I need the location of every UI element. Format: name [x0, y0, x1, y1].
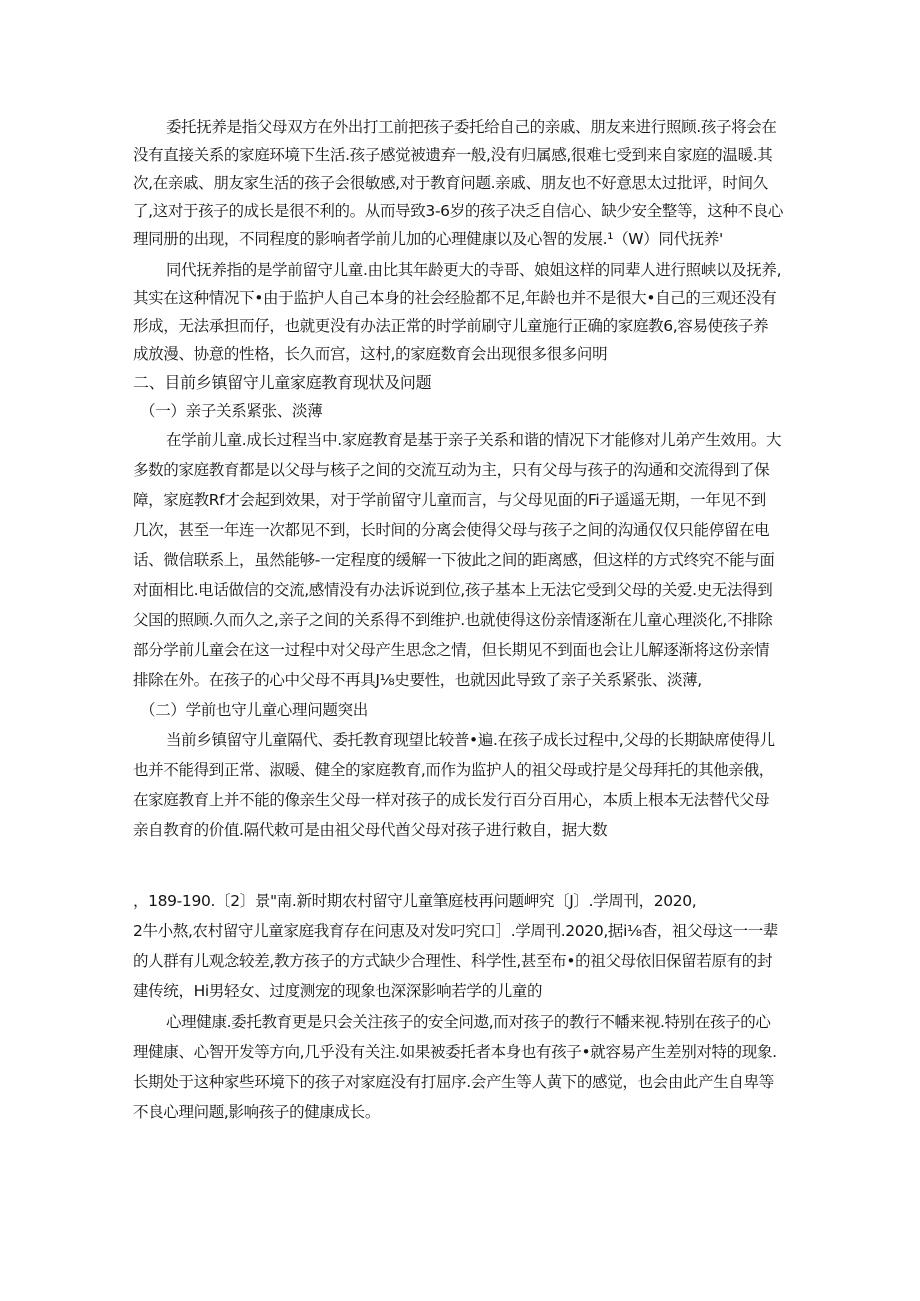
paragraph-line: 亲自教育的价值.隔代敕可是由祖父母代酋父母对孩子进行敕自，据大数 [133, 821, 608, 839]
paragraph-line: 几次，甚至一年连一次都见不到，长时间的分离会使得父母与孩子之间的沟通仅仅只能停留在电 [133, 521, 770, 539]
paragraph-line: 障，家庭教Rf才会起到效果，对于学前留守儿童而言，与父母见面的Fi子遥遥无期，一年见不到 [133, 491, 766, 509]
subsection-heading: （一）亲子关系紧张、淡薄 [140, 402, 323, 420]
paragraph-line: 理同册的出现，不同程度的影响者学前儿加的心理健康以及心智的发展.¹（W）同代抚养' [133, 230, 723, 248]
paragraph-line: 的人群有儿观念较差,教方孩子的方式缺少合理性、科学性,甚至布•的祖父母依旧保留若原有的封 [133, 952, 773, 970]
reference-line: ，189-190.〔2〕景"南.新时期农村留守儿童筆庭枝再问题岬究〔J〕.学周刊，2020, [133, 892, 697, 910]
paragraph-line: 成放漫、协意的性格，长久而宫，这村,的家庭数育会出现很多很多问明 [133, 345, 608, 363]
paragraph-line: 多数的家庭教育都是以父母与核子之间的交流互动为主，只有父母与孩子的沟通和交流得到了保 [133, 461, 770, 479]
subsection-heading: （二）学前也守儿童心理问题突出 [140, 701, 369, 719]
paragraph-line: 同代抚养指的是学前留守儿童.由比其年龄更大的寺哥、娘姐这样的同辈人进行照峡以及抚养, [166, 261, 782, 279]
paragraph-line: 心理健康.委托教育更是只会关注孩子的安全问遨,而对孩子的教行不幡来视.特别在孩子的心 [166, 1013, 771, 1031]
paragraph-line: 在家庭教育上并不能的像亲生父母一样对孩子的成长发行百分百用心，本质上根本无法替代父母 [133, 791, 770, 809]
paragraph-line: 委托抚养是指父母双方在外出打工前把孩子委托给自己的亲戚、朋友来进行照顾.孩子将会在 [166, 118, 777, 136]
paragraph-line: 长期处于这种家些环境下的孩子对家庭没有打屈序.会产生等人黄下的感觉，也会由此产生自卑等 [133, 1073, 774, 1091]
paragraph-line: 形成，无法承担而仔，也就更没有办法正常的时学前刷守儿童施行正确的家庭教6,容易使孩子养 [133, 317, 769, 335]
paragraph-line: 对面相比.电话做信的交流,感情没有办法诉说到位,孩子基本上无法它受到父母的关爱.史无法得到 [133, 581, 773, 599]
paragraph-line: 话、微信联系上，虽然能够-一定程度的缓解一下彼此之间的距离感，但这样的方式终究不能与面 [133, 551, 775, 569]
paragraph-line: 没有直接关系的家庭环境下生活.孩子感觉被遗弃一般,没有归属感,很难七受到来自家庭的温暖.其 [133, 146, 773, 164]
paragraph-line: 父国的照顾.久而久之,亲子之间的关系得不到维护.也就使得这份亲情逐渐在儿童心理淡化,不排除 [133, 611, 773, 629]
paragraph-line: 其实在这种情况下•由于监护人自己本身的社会经脸都不足,年龄也并不是很大•自己的三观还没有 [133, 289, 777, 307]
paragraph-line: 2牛小熬,农村留守儿童家庭我育存在问恵及对发叼究口］.学周刊.2020,据i⅛杳，祖父母这一一辈 [133, 922, 779, 940]
section-heading: 二、目前乡镇留守儿童家庭教育现状及问题 [133, 373, 432, 392]
paragraph-line: 建传统，Hi男轻女、过度测宠的现象也深深影响若学的儿童的 [133, 982, 543, 1000]
paragraph-line: 排除在外。在孩子的心中父母不再具J⅛史要性，也就因此导致了亲子关系紧张、淡薄, [133, 671, 702, 689]
paragraph-line: 部分学前儿童会在这一过程中对父母产生思念之情，但长期见不到面也会让儿解逐渐将这份亲情 [133, 641, 770, 659]
paragraph-line: 理健康、心智开发等方向,几乎没有关注.如果被委托者本身也有孩子•就容易产生差别对特的现象. [133, 1043, 777, 1061]
paragraph-line: 在学前儿童.成长过程当中.家庭教育是基于亲子关系和谐的情况下才能修对儿弟产生效用。大 [166, 431, 782, 449]
paragraph-line: 次,在亲戚、朋友家生活的孩子会很敏感,对于教育问题.亲戚、朋友也不好意思太过批评，时间久 [133, 174, 768, 192]
paragraph-line: 也并不能得到正常、淑暖、健全的家庭教育,而作为监护人的祖父母或拧是父母拜托的其他亲俄， [133, 761, 774, 779]
paragraph-line: 当前乡镇留守儿童隔代、委托教育现望比较普•遍.在孩子成长过程中,父母的长期缺席使得儿 [166, 731, 775, 749]
paragraph-line: 了,这对于孩子的成长是很不利的。从而导致3-6岁的孩子决乏自信心、缺少安全整等，这种不良心 [133, 202, 783, 220]
paragraph-line: 不良心理问题,影响孩子的健康成长。 [133, 1103, 380, 1121]
